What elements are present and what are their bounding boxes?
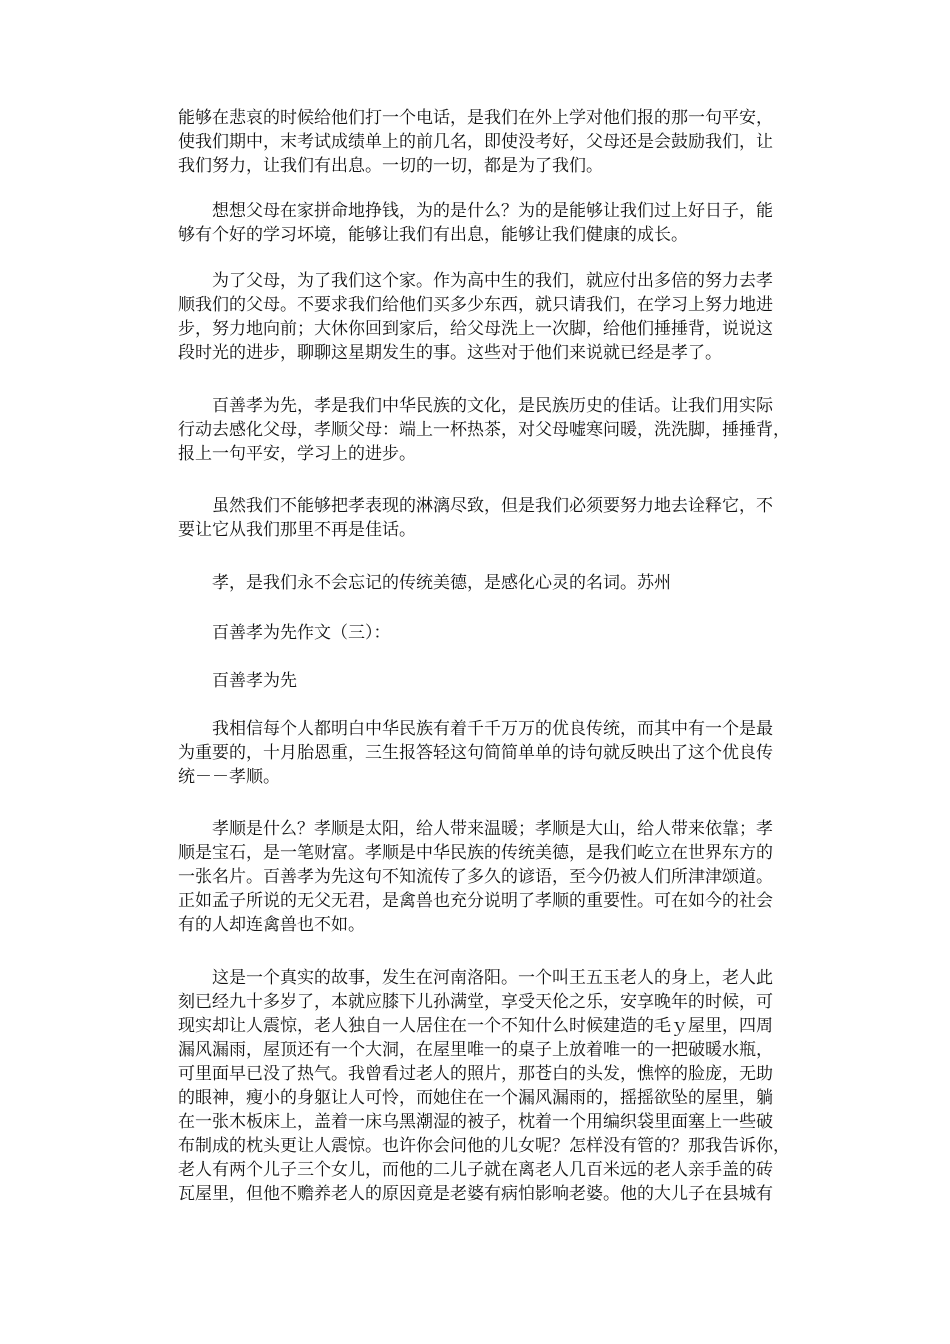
- text-line: 老人有两个儿子三个女儿，而他的二儿子就在离老人几百米远的老人亲手盖的砖: [178, 1160, 773, 1180]
- text-line: 在一张木板床上，盖着一床乌黑潮湿的被子，枕着一个用编织袋里面塞上一些破: [178, 1112, 773, 1132]
- text-line: 为重要的，十月胎恩重，三生报答轻这句简简单单的诗句就反映出了这个优良传: [178, 743, 773, 763]
- text-line: 百善孝为先，孝是我们中华民族的文化，是民族历史的佳话。让我们用实际: [212, 396, 773, 416]
- text-line: 使我们期中，末考试成绩单上的前几名，即使没考好，父母还是会鼓励我们，让: [178, 132, 773, 152]
- text-line: 的眼神，瘦小的身躯让人可怜，而她住在一个漏风漏雨的，摇摇欲坠的屋里，躺: [178, 1088, 773, 1108]
- text-line: 要让它从我们那里不再是佳话。: [178, 520, 416, 540]
- text-line: 瓦屋里，但他不赡养老人的原因竟是老婆有病怕影响老婆。他的大儿子在县城有: [178, 1184, 773, 1204]
- text-line: 行动去感化父母，孝顺父母：端上一杯热茶，对父母嘘寒问暖，洗洗脚，捶捶背，: [178, 420, 790, 440]
- text-line: 顺我们的父母。不要求我们给他们买多少东西，就只请我们，在学习上努力地进: [178, 295, 773, 315]
- text-line: 一张名片。百善孝为先这句不知流传了多久的谚语，至今仍被人们所津津颂道。: [178, 867, 773, 887]
- text-line: 现实却让人震惊，老人独自一人居住在一个不知什么时候建造的毛ｙ屋里，四周: [178, 1016, 773, 1036]
- text-line: 孝，是我们永不会忘记的传统美德，是感化心灵的名词。苏州: [212, 573, 671, 593]
- text-line: 孝顺是什么？孝顺是太阳，给人带来温暖；孝顺是大山，给人带来依靠；孝: [212, 819, 773, 839]
- text-line: 我们努力，让我们有出息。一切的一切，都是为了我们。: [178, 156, 603, 176]
- text-line: 漏风漏雨，屋顶还有一个大洞，在屋里唯一的桌子上放着唯一的一把破暖水瓶，: [178, 1040, 773, 1060]
- text-line: 正如孟子所说的无父无君，是禽兽也充分说明了孝顺的重要性。可在如今的社会: [178, 891, 773, 911]
- text-line: 报上一句平安，学习上的进步。: [178, 444, 416, 464]
- text-line: 能够在悲哀的时候给他们打一个电话，是我们在外上学对他们报的那一句平安，: [178, 108, 773, 128]
- section-heading: 百善孝为先作文（三）：: [212, 623, 391, 643]
- text-line: 我相信每个人都明白中华民族有着千千万万的优良传统，而其中有一个是最: [212, 719, 773, 739]
- text-line: 虽然我们不能够把孝表现的淋漓尽致，但是我们必须要努力地去诠释它，不: [212, 496, 773, 516]
- text-line: 够有个好的学习坏境，能够让我们有出息，能够让我们健康的成长。: [178, 225, 688, 245]
- text-line: 这是一个真实的故事，发生在河南洛阳。一个叫王五玉老人的身上，老人此: [212, 968, 773, 988]
- text-line: 顺是宝石，是一笔财富。孝顺是中华民族的传统美德，是我们屹立在世界东方的: [178, 843, 773, 863]
- text-line: 统－－孝顺。: [178, 767, 280, 787]
- essay-title: 百善孝为先: [212, 671, 297, 691]
- text-line: 有的人却连禽兽也不如。: [178, 915, 365, 935]
- text-line: 为了父母，为了我们这个家。作为高中生的我们，就应付出多倍的努力去孝: [212, 271, 773, 291]
- text-line: 布制成的枕头更让人震惊。也许你会问他的儿女呢？怎样没有管的？那我告诉你，: [178, 1136, 790, 1156]
- text-line: 可里面早已没了热气。我曾看过老人的照片，那苍白的头发，憔悴的脸庞，无助: [178, 1064, 773, 1084]
- text-line: 段时光的进步，聊聊这星期发生的事。这些对于他们来说就已经是孝了。: [178, 343, 722, 363]
- text-line: 想想父母在家拼命地挣钱，为的是什么？为的是能够让我们过上好日子，能: [212, 201, 773, 221]
- text-line: 刻已经九十多岁了，本就应膝下儿孙满堂，享受天伦之乐，安享晚年的时候，可: [178, 992, 773, 1012]
- text-line: 步，努力地向前；大休你回到家后，给父母洗上一次脚，给他们捶捶背，说说这: [178, 319, 773, 339]
